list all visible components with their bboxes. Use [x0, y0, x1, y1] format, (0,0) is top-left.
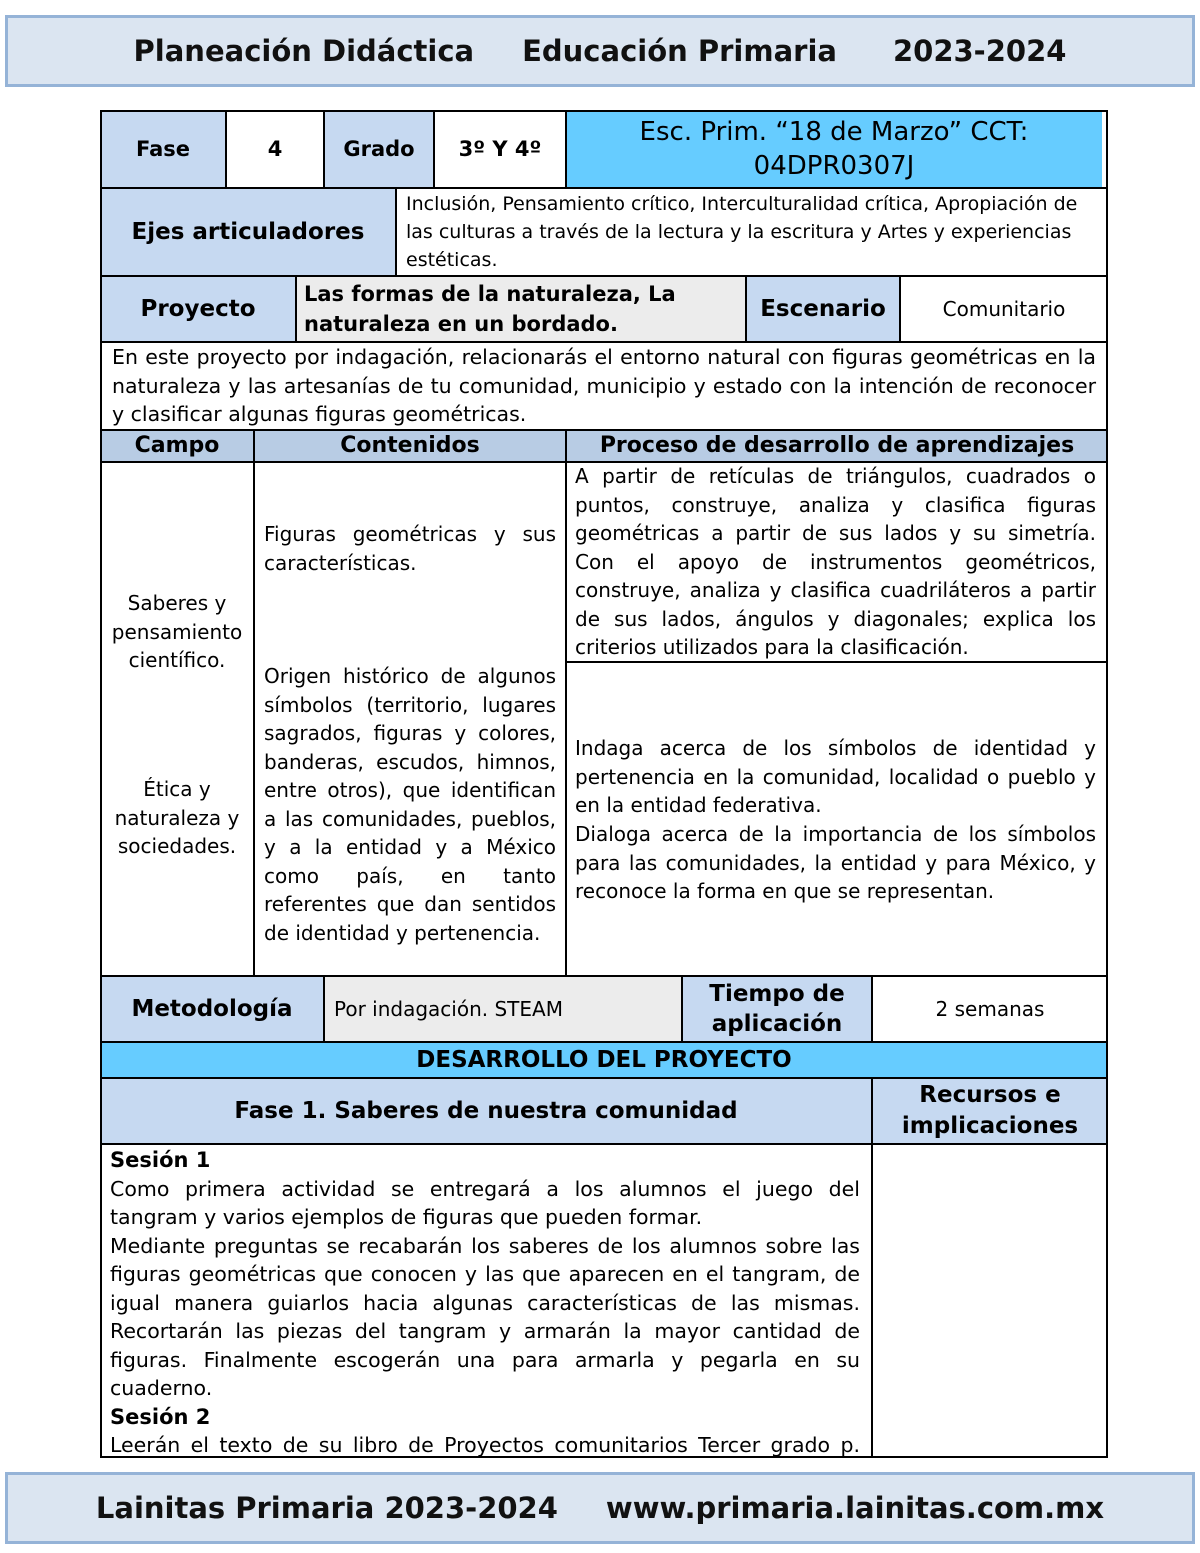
header-level: Educación Primaria — [522, 34, 837, 68]
divider — [225, 110, 227, 188]
divider — [566, 661, 1108, 663]
contenido-simbolos: Origen histórico de algunos símbolos (territorio, lugares sagrados, figuras y colores, banderas, escudos, himnos, entre otros), que identifican a las comunidades, pueblos, y a la entidad y a México como país, en tanto referentes que dan sentidos de identidad y pertenencia. — [264, 664, 556, 945]
contenido-figuras: Figuras geométricas y sus características. — [264, 522, 556, 575]
divider — [745, 276, 747, 342]
divider — [100, 975, 1108, 977]
divider — [433, 110, 435, 188]
proceso-figuras: A partir de retículas de triángulos, cuadrados o puntos, construye, analiza y clasifica figuras geométricas a partir de sus lados y su simetría. Con el apoyo de instrumentos geométricos, construye, analiza y clasifica cuadriláteros a partir de sus lados, ángulos y diagonales; explica los criterios utilizados para la clasificación. — [575, 464, 1096, 659]
header-band — [5, 15, 1195, 87]
proyecto-label: Proyecto — [100, 276, 296, 342]
sesion2-paragraph-1: Leerán el texto de su libro de Proyectos comunitarios Tercer grado p. — [110, 1433, 860, 1456]
grado-label: Grado — [324, 110, 434, 188]
sesion1-title: Sesión 1 — [110, 1148, 211, 1172]
header-proceso: Proceso de desarrollo de aprendizajes — [566, 430, 1108, 462]
divider — [100, 1077, 1108, 1079]
proceso-simbolos-2: Dialoga acerca de la importancia de los símbolos para las comunidades, la entidad y para México, y reconoce la forma en que se representan. — [575, 822, 1096, 903]
footer-website: www.primaria.lainitas.com.mx — [605, 1491, 1105, 1525]
table-frame — [100, 110, 1108, 1458]
header-contenidos: Contenidos — [254, 430, 566, 462]
divider — [395, 188, 397, 276]
header-year: 2023-2024 — [892, 34, 1067, 68]
footer-left: Lainitas Primaria 2023-2024 — [95, 1491, 558, 1525]
sesion1-paragraph-1: Como primera actividad se entregará a los alumnos el juego del tangram y varios ejemplos de figuras que pueden formar. — [110, 1176, 860, 1229]
project-description: En este proyecto por indagación, relacionarás el entorno natural con figuras geométricas en la naturaleza y las artesanías de tu comunidad, municipio y estado con la intención de reconocer y clasificar algunas figuras geométricas. — [112, 345, 1096, 426]
divider — [100, 1143, 1108, 1145]
header-campo: Campo — [100, 430, 254, 462]
escenario-value: Comunitario — [942, 296, 1066, 321]
metodologia-label: Metodología — [100, 976, 324, 1042]
fase-label: Fase — [100, 110, 226, 188]
divider — [323, 110, 325, 188]
ejes-value: Inclusión, Pensamiento crítico, Interculturalidad crítica, Apropiación de las culturas a través de la lectura y la escritura y Artes y experiencias estéticas. — [406, 193, 1078, 271]
divider — [100, 1041, 1108, 1043]
campo-saberes: Saberes y pensamiento científico. — [111, 591, 243, 673]
fase-value: 4 — [267, 136, 283, 161]
divider — [295, 276, 297, 342]
proceso-simbolos-1: Indaga acerca de los símbolos de identidad y pertenencia en la comunidad, localidad o pueblo y en la entidad federativa. — [575, 736, 1096, 817]
divider — [100, 341, 1108, 343]
divider — [565, 110, 567, 188]
recursos-label: Recursos e implicaciones — [872, 1078, 1108, 1144]
divider — [100, 275, 1108, 277]
divider — [100, 187, 1108, 189]
divider — [871, 1078, 873, 1458]
divider — [100, 461, 1108, 463]
proyecto-value: Las formas de la naturaleza, La naturaleza en un bordado. — [296, 276, 746, 342]
escenario-label: Escenario — [746, 276, 900, 342]
school-info: Esc. Prim. “18 de Marzo” CCT: 04DPR0307J — [566, 110, 1102, 188]
tiempo-value: 2 semanas — [935, 996, 1045, 1021]
footer-band — [5, 1472, 1195, 1544]
header-title: Planeación Didáctica — [133, 34, 475, 68]
divider — [253, 430, 255, 976]
divider — [565, 430, 567, 976]
metodologia-value: Por indagación. STEAM — [324, 976, 682, 1042]
campo-etica: Ética y naturaleza y sociedades. — [114, 777, 240, 859]
ejes-label: Ejes articuladores — [100, 188, 396, 276]
divider — [681, 976, 683, 1042]
fase1-title: Fase 1. Saberes de nuestra comunidad — [100, 1078, 872, 1144]
divider — [899, 276, 901, 342]
desarrollo-title: DESARROLLO DEL PROYECTO — [100, 1042, 1108, 1078]
sesion1-paragraph-2: Mediante preguntas se recabarán los saberes de los alumnos sobre las figuras geométricas que conocen y las que aparecen en el tangram, de igual manera guiarlos hacia algunas características de las mismas. Recortarán las piezas del tangram y armarán la mayor cantidad de figuras. Finalmente escogerán una para armarla y pegarla en su cuaderno. — [110, 1233, 860, 1400]
tiempo-label: Tiempo de aplicación — [682, 976, 872, 1042]
divider — [871, 976, 873, 1042]
sesion2-title: Sesión 2 — [110, 1404, 211, 1429]
divider — [323, 976, 325, 1042]
grado-value: 3º Y 4º — [458, 136, 542, 161]
divider — [100, 429, 1108, 431]
